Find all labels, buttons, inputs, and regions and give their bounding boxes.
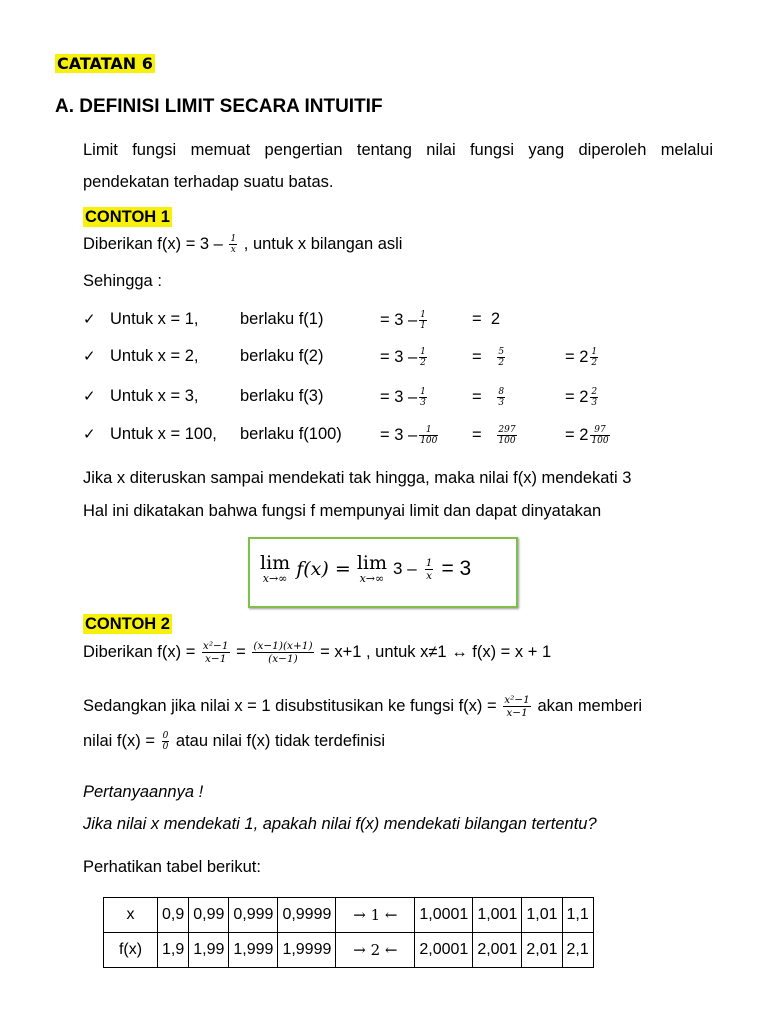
fraction-x2-minus-1: $\frac{\text{x²−1}}{x-1}$ — [202, 640, 229, 665]
table-cell: 1,9 — [158, 933, 189, 968]
contoh1-line-a: Jika x diteruskan sampai mendekati tak hingga, maka nilai f(x) mendekati 3 — [83, 469, 632, 487]
table-cell: 1,01 — [522, 898, 562, 933]
row-expression: = 3 – $\frac{1}{2}$ — [380, 347, 426, 368]
row-berlaku: berlaku f(2) — [240, 347, 324, 365]
row-case: Untuk x = 3, — [110, 387, 199, 405]
intro-paragraph: Limit fungsi memuat pengertian tentang nilai fungsi yang diperoleh melalui pendekatan terhadap suatu batas. — [83, 141, 713, 191]
table-cell: x — [104, 898, 158, 933]
row-improper-fraction: = $\frac{5}{2}$ — [472, 347, 505, 368]
check-icon: ✓ — [83, 426, 96, 443]
row-result: = 2 — [472, 310, 500, 328]
table-cell: 0,9 — [158, 898, 189, 933]
contoh2-label: CONTOH 2 — [85, 615, 170, 633]
table-cell: 2,0001 — [415, 933, 473, 968]
sehingga-label: Sehingga : — [83, 272, 162, 290]
contoh2-given: Diberikan f(x) = $\frac{\text{x²−1}}{x-1}$ = $\frac{(x-1)(x+1)}{(x-1)}$ = x+1 , untuk x≠1 ↔ f(x) = x + 1 — [83, 640, 552, 665]
table-cell: 0,999 — [229, 898, 278, 933]
table-cell: 2,01 — [522, 933, 562, 968]
row-mixed-number: = 2 $\frac{2}{3}$ — [565, 387, 598, 408]
table-row-x — [104, 898, 594, 933]
question-text: Jika nilai x mendekati 1, apakah nilai f(x) mendekati bilangan tertentu? — [83, 815, 597, 833]
row-mixed-number: = 2 $\frac{97}{100}$ — [565, 425, 609, 446]
row-case: Untuk x = 1, — [110, 310, 199, 328]
substitution-fraction: $\frac{\text{x²−1}}{x-1}$ — [504, 694, 530, 719]
table-cell: f(x) — [104, 933, 158, 968]
limit-formula: lim x→∞ f(x) = lim x→∞ 3 – $\frac{1}{x}$ = 3 — [260, 552, 472, 585]
limit-table — [103, 897, 594, 968]
row-improper-fraction: = $\frac{297}{100}$ — [472, 425, 516, 446]
row-mixed-number: = 2 $\frac{1}{2}$ — [565, 347, 598, 368]
limit-formula-box — [248, 537, 518, 608]
question-title: Pertanyaannya ! — [83, 783, 204, 801]
contoh1-line-b: Hal ini dikatakan bahwa fungsi f mempunyai limit dan dapat dinyatakan — [83, 502, 602, 520]
formula-fraction: $\frac{1}{x}$ — [425, 556, 433, 582]
row-expression: = 3 – $\frac{1}{1}$ — [380, 310, 426, 331]
table-cell: 1,0001 — [415, 898, 473, 933]
row-case: Untuk x = 2, — [110, 347, 199, 365]
row-expression: = 3 – $\frac{1}{3}$ — [380, 387, 426, 408]
substitution-line-1: Sedangkan jika nilai x = 1 disubstitusikan ke fungsi f(x) = $\frac{\text{x²−1}}{x-1}$ akan memberi — [83, 694, 642, 719]
fraction-factored: $\frac{(x-1)(x+1)}{(x-1)}$ — [253, 640, 313, 665]
section-heading: A. DEFINISI LIMIT SECARA INTUITIF — [55, 96, 383, 117]
lim-operator-2: lim x→∞ — [356, 552, 387, 585]
table-cell: 0,9999 — [278, 898, 336, 933]
table-cell: → 2 ← — [336, 933, 415, 968]
zero-over-zero: $\frac{0}{0}$ — [162, 731, 169, 752]
check-icon: ✓ — [83, 348, 96, 365]
row-check — [83, 347, 96, 366]
row-improper-fraction: = $\frac{8}{3}$ — [472, 387, 505, 408]
row-berlaku: berlaku f(100) — [240, 425, 342, 443]
table-row-fx — [104, 933, 594, 968]
table-cell: 2,001 — [473, 933, 522, 968]
lim-operator-1: lim x→∞ — [260, 552, 291, 585]
contoh1-given: Diberikan f(x) = 3 – $\frac{1}{x}$ , untuk x bilangan asli — [83, 234, 403, 255]
table-intro: Perhatikan tabel berikut: — [83, 858, 261, 876]
table-cell: 2,1 — [562, 933, 593, 968]
row-check — [83, 310, 96, 329]
given-fraction: $\frac{1}{x}$ — [230, 234, 237, 255]
check-icon: ✓ — [83, 388, 96, 405]
table-cell: 1,001 — [473, 898, 522, 933]
row-case: Untuk x = 100, — [110, 425, 217, 443]
row-expression: = 3 – $\frac{1}{100}$ — [380, 425, 438, 446]
table-cell: 1,999 — [229, 933, 278, 968]
row-check — [83, 387, 96, 406]
table-cell: 1,99 — [189, 933, 229, 968]
table-cell: 1,9999 — [278, 933, 336, 968]
check-icon: ✓ — [83, 311, 96, 328]
row-check — [83, 425, 96, 444]
substitution-line-2: nilai f(x) = $\frac{0}{0}$ atau nilai f(x) tidak terdefinisi — [83, 731, 386, 752]
table-cell: 1,1 — [562, 898, 593, 933]
table-cell: → 1 ← — [336, 898, 415, 933]
row-berlaku: berlaku f(3) — [240, 387, 324, 405]
row-berlaku: berlaku f(1) — [240, 310, 324, 328]
table-cell: 0,99 — [189, 898, 229, 933]
catatan-label: CATATAN 6 — [57, 54, 153, 73]
contoh1-label: CONTOH 1 — [85, 208, 170, 226]
